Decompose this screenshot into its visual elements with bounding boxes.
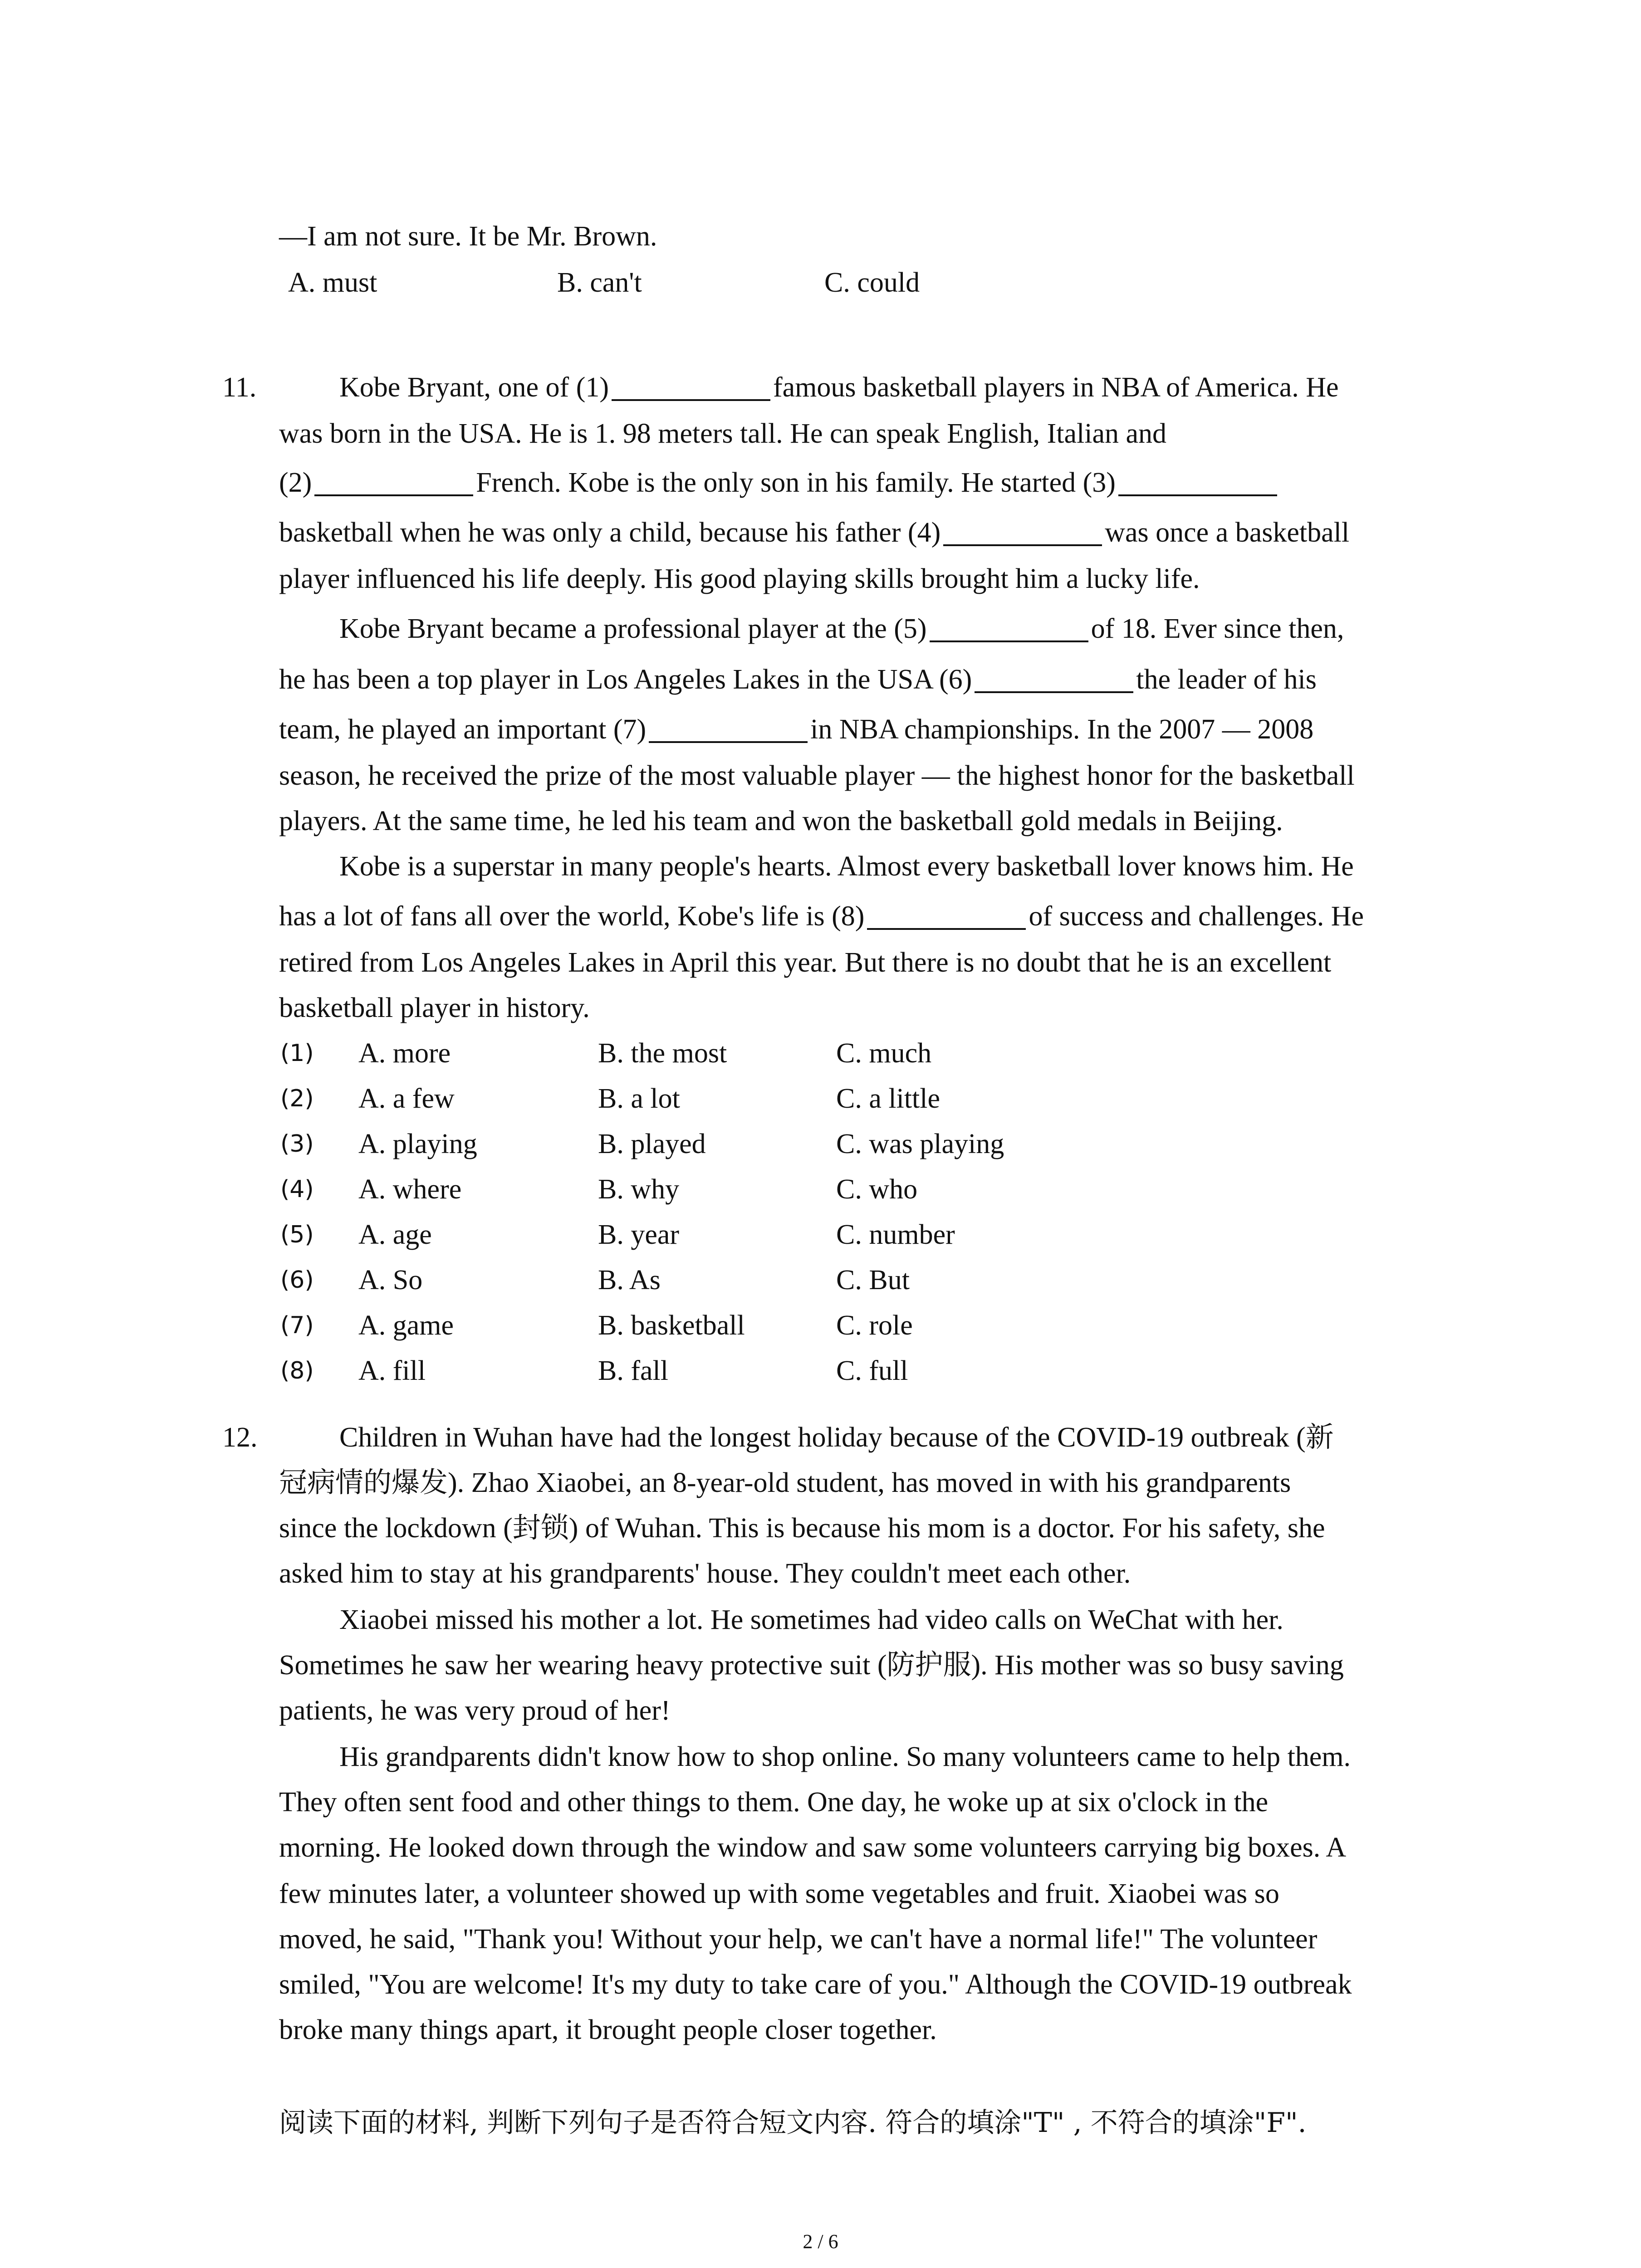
option-number: (8)	[280, 1357, 314, 1384]
answer-blank-2	[314, 470, 473, 496]
option-a: A. game	[358, 1310, 454, 1341]
passage-line: Xiaobei missed his mother a lot. He sometimes had video calls on WeChat with her.	[339, 1604, 1283, 1635]
passage-text: (2)	[279, 467, 312, 498]
passage-text: Kobe Bryant became a professional player at the (5)	[339, 613, 927, 644]
option-number: (5)	[280, 1221, 314, 1248]
passage-line: Children in Wuhan have had the longest holiday because of the COVID-19 outbreak (新	[339, 1422, 1334, 1453]
option-b: B. the most	[598, 1038, 727, 1069]
passage-text: he has been a top player in Los Angeles Lakes in the USA (6)	[279, 664, 972, 695]
passage-line: His grandparents didn't know how to shop online. So many volunteers came to help them.	[339, 1741, 1351, 1772]
passage-line: player influenced his life deeply. His good playing skills brought him a lucky life.	[279, 563, 1200, 594]
option-c: C. full	[836, 1355, 908, 1386]
option-c: C. number	[836, 1219, 955, 1250]
passage-text: was once a basketball	[1105, 517, 1350, 548]
option-b: B. played	[598, 1129, 706, 1159]
passage-line	[279, 715, 1313, 743]
passage-line	[339, 373, 1339, 401]
option-b: B. As	[598, 1265, 661, 1295]
option-number: (2)	[280, 1085, 314, 1112]
passage-line	[279, 902, 1364, 930]
option-b: B. why	[598, 1174, 680, 1205]
answer-blank-6	[975, 667, 1133, 693]
passage-line: season, he received the prize of the most valuable player — the highest honor for the basketball	[279, 760, 1355, 791]
option-c: C. But	[836, 1265, 910, 1295]
passage-line: They often sent food and other things to them. One day, he woke up at six o'clock in the	[279, 1787, 1269, 1818]
option-number: (4)	[280, 1176, 314, 1203]
answer-blank-1	[612, 375, 770, 401]
option-number: (1)	[280, 1040, 314, 1067]
passage-line: since the lockdown (封锁) of Wuhan. This is because his mom is a doctor. For his safety, she	[279, 1513, 1325, 1544]
passage-line: few minutes later, a volunteer showed up with some vegetables and fruit. Xiaobei was so	[279, 1878, 1279, 1909]
passage-line: 冠病情的爆发). Zhao Xiaobei, an 8-year-old student, has moved in with his grandparents	[279, 1467, 1291, 1498]
passage-line: smiled, "You are welcome! It's my duty to take care of you." Although the COVID-19 outbreak	[279, 1969, 1352, 2000]
option-b: B. basketball	[598, 1310, 745, 1341]
passage-text: in NBA championships. In the 2007 — 2008	[810, 714, 1314, 745]
passage-text: team, he played an important (7)	[279, 714, 647, 745]
option-number: (6)	[280, 1266, 314, 1294]
passage-line: retired from Los Angeles Lakes in April this year. But there is no doubt that he is an excellent	[279, 947, 1332, 978]
passage-text: the leader of his	[1136, 664, 1317, 695]
passage-line	[339, 615, 1344, 643]
passage-line: was born in the USA. He is 1. 98 meters tall. He can speak English, Italian and	[279, 418, 1166, 449]
q10-option-a: A. must	[288, 267, 377, 298]
option-c: C. role	[836, 1310, 913, 1341]
option-c: C. a little	[836, 1083, 941, 1114]
passage-line: Sometimes he saw her wearing heavy protective suit (防护服). His mother was so busy saving	[279, 1650, 1344, 1681]
passage-line: players. At the same time, he led his team and won the basketball gold medals in Beijing.	[279, 806, 1283, 836]
answer-blank-3	[1118, 470, 1277, 496]
option-number: (7)	[280, 1312, 314, 1339]
passage-text: famous basketball players in NBA of America. He	[773, 372, 1339, 403]
q10-option-c: C. could	[824, 267, 920, 298]
option-number: (3)	[280, 1130, 314, 1158]
option-a: A. a few	[358, 1083, 455, 1114]
passage-line	[279, 665, 1317, 694]
option-b: B. year	[598, 1219, 680, 1250]
answer-blank-7	[649, 717, 808, 743]
option-b: B. a lot	[598, 1083, 680, 1114]
q12-number: 12.	[222, 1422, 258, 1453]
option-a: A. So	[358, 1265, 423, 1295]
passage-line: morning. He looked down through the window and saw some volunteers carrying big boxes. A	[279, 1832, 1347, 1863]
option-c: C. much	[836, 1038, 932, 1069]
option-a: A. fill	[358, 1355, 426, 1386]
passage-text: French. Kobe is the only son in his family. He started (3)	[476, 467, 1116, 498]
passage-line: Kobe is a superstar in many people's hearts. Almost every basketball lover knows him. He	[339, 851, 1354, 882]
answer-blank-8	[867, 904, 1026, 930]
option-b: B. fall	[598, 1355, 668, 1386]
passage-line: patients, he was very proud of her!	[279, 1695, 671, 1726]
passage-text: of success and challenges. He	[1029, 901, 1364, 932]
option-c: C. who	[836, 1174, 918, 1205]
q12-instruction: 阅读下面的材料, 判断下列句子是否符合短文内容. 符合的填涂"T" , 不符合的填涂"F".	[279, 2107, 1307, 2139]
answer-blank-5	[930, 616, 1088, 642]
page-number: 2 / 6	[803, 2230, 838, 2253]
q10-line: —I am not sure. It be Mr. Brown.	[279, 221, 657, 252]
passage-text: of 18. Ever since then,	[1091, 613, 1344, 644]
option-a: A. playing	[358, 1129, 477, 1159]
option-a: A. where	[358, 1174, 462, 1205]
passage-text: basketball when he was only a child, because his father (4)	[279, 517, 941, 548]
option-a: A. age	[358, 1219, 432, 1250]
q11-number: 11.	[222, 372, 257, 403]
passage-line	[279, 518, 1349, 547]
passage-line	[279, 469, 1280, 497]
passage-line: broke many things apart, it brought people closer together.	[279, 2014, 937, 2045]
passage-text: Kobe Bryant, one of (1)	[339, 372, 609, 403]
passage-line: asked him to stay at his grandparents' house. They couldn't meet each other.	[279, 1558, 1131, 1589]
q10-option-b: B. can't	[557, 267, 642, 298]
option-a: A. more	[358, 1038, 451, 1069]
option-c: C. was playing	[836, 1129, 1004, 1159]
passage-line: basketball player in history.	[279, 992, 590, 1023]
passage-line: moved, he said, "Thank you! Without your help, we can't have a normal life!" The volunteer	[279, 1924, 1318, 1955]
answer-blank-4	[943, 520, 1102, 546]
passage-text: has a lot of fans all over the world, Kobe's life is (8)	[279, 901, 865, 932]
